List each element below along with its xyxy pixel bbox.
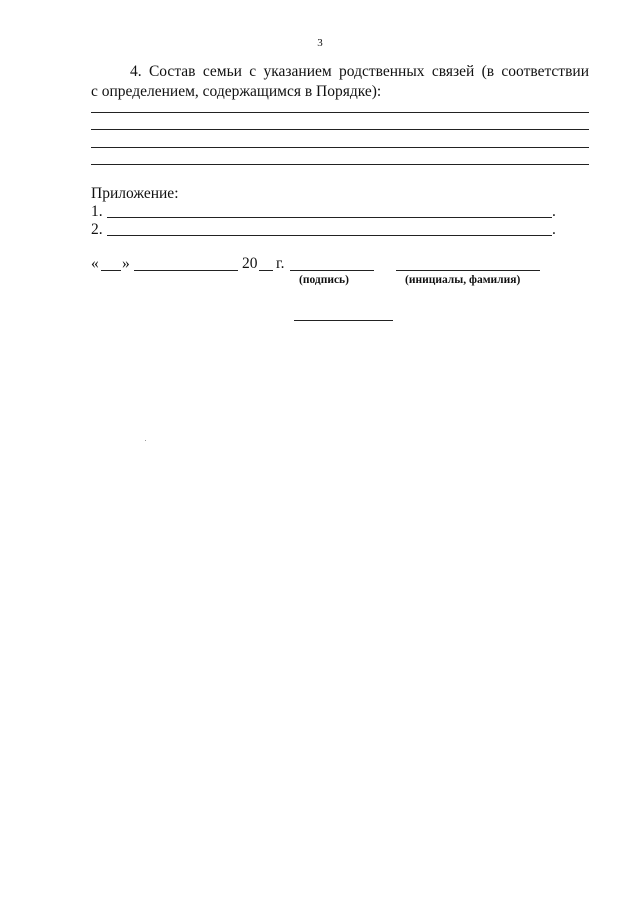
family-blank-line-2[interactable] bbox=[91, 129, 589, 130]
end-separator-line bbox=[294, 320, 393, 321]
appendix-item-2-blank[interactable] bbox=[107, 235, 552, 236]
family-blank-line-1[interactable] bbox=[91, 112, 589, 113]
section-4-text-line-2: с определением, содержащимся в Порядке): bbox=[91, 83, 382, 100]
date-year-blank[interactable] bbox=[259, 270, 273, 271]
signature-blank[interactable] bbox=[290, 270, 374, 271]
appendix-item-1-end: . bbox=[552, 203, 556, 220]
name-blank[interactable] bbox=[396, 270, 540, 271]
appendix-item-1-blank[interactable] bbox=[107, 217, 552, 218]
scan-speck bbox=[145, 440, 146, 441]
appendix-item-2-number: 2. bbox=[91, 221, 103, 238]
name-caption: (инициалы, фамилия) bbox=[405, 274, 521, 286]
page-number: 3 bbox=[317, 37, 323, 49]
signature-caption: (подпись) bbox=[299, 274, 349, 286]
date-day-blank[interactable] bbox=[101, 270, 121, 271]
date-month-blank[interactable] bbox=[134, 270, 238, 271]
date-year-suffix: г. bbox=[276, 255, 285, 272]
date-quote-open: « bbox=[91, 255, 99, 272]
family-blank-line-3[interactable] bbox=[91, 147, 589, 148]
appendix-title: Приложение: bbox=[91, 185, 179, 202]
appendix-item-1-number: 1. bbox=[91, 203, 103, 220]
date-year-prefix: 20 bbox=[242, 255, 258, 272]
section-4-text-line-1: 4. Состав семьи с указанием родственных связей (в соответствии bbox=[130, 63, 589, 80]
appendix-item-2-end: . bbox=[552, 221, 556, 238]
family-blank-line-4[interactable] bbox=[91, 164, 589, 165]
date-quote-close: » bbox=[122, 255, 130, 272]
